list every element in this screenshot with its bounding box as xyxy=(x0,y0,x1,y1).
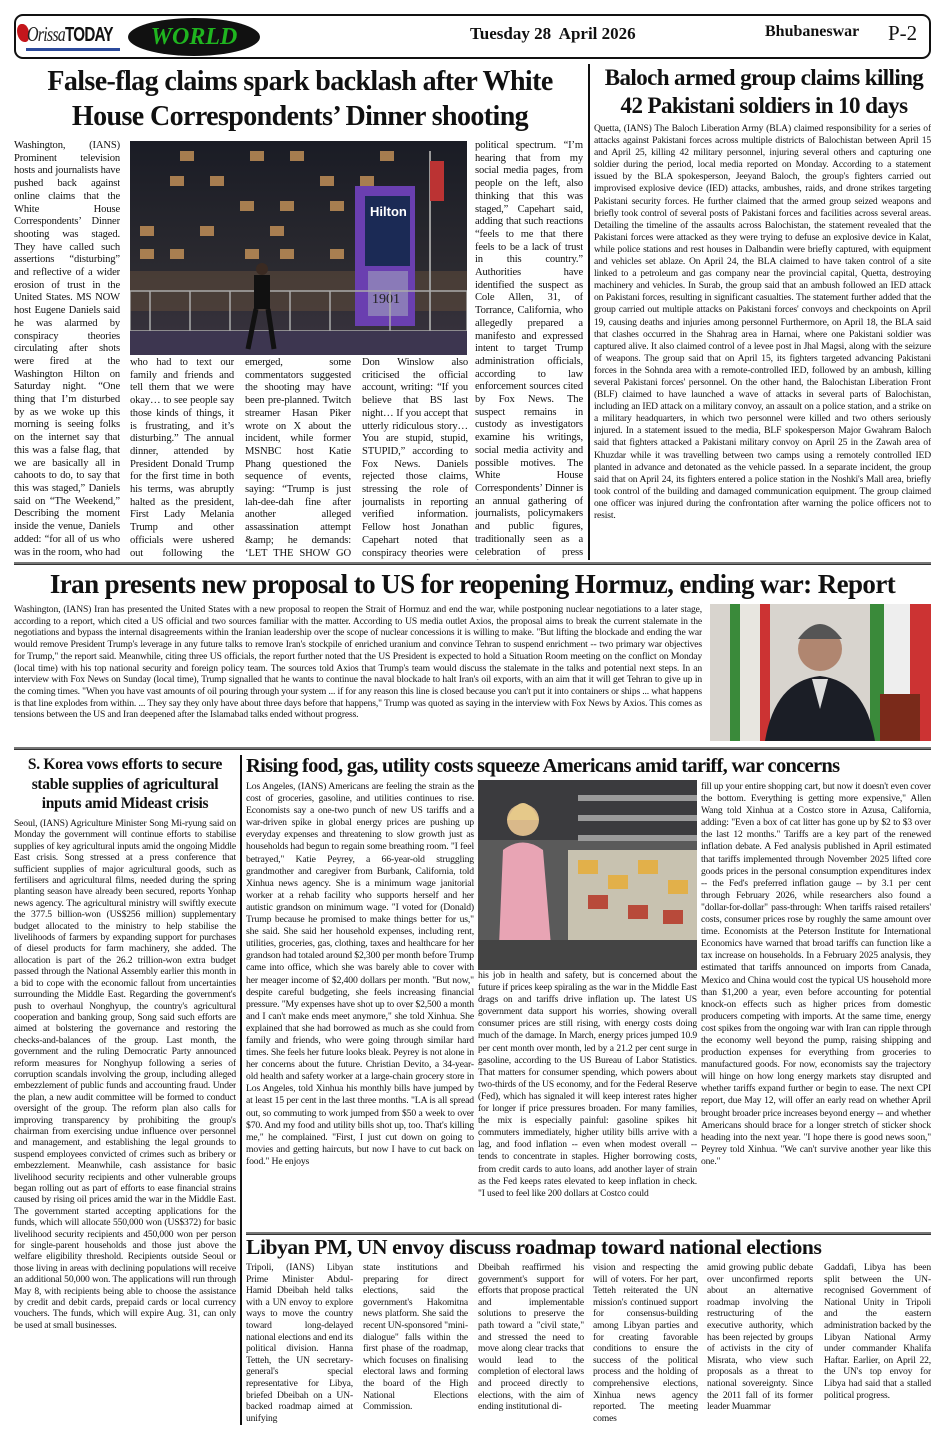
article6-col6: Gaddafi, Libya has been split between the UN-recognised Government of National Unity in Tripoli and the eastern administration backed by the Libyan National Army under commander Khalifa Haftar. Earlier, on April 22, the UN's top envoy for Libya had said that a stalled political progress. xyxy=(824,1262,931,1401)
article1-headline: False-flag claims spark backlash after White House Correspondents’ Dinner shooting xyxy=(47,66,553,132)
issue-date: Tuesday 28 April 2026 xyxy=(470,24,636,43)
article5-col3: fill up your entire shopping cart, but now it doesn't even cover the bottom. Everything is getting more expensive," Allen Wang told Xinhua at a Costco store in Azusa, California, adding: "Even a box of cat litter has gone up by $2 to $3 over the last 12 months." Tariffs are a key part of the renewed inflation debate. A Fed analysis published in April estimated that tariffs implemented through November 2025 lifted core goods prices in the personal consumption expenditures index -- the Fed's preferred inflation gauge -- by 3.1 per cent through February 2026, while researchers also found a "dollar-for-dollar" pass-through: When tariffs raised retailers' costs, consumer prices rose by roughly the same amount over time. Economists at the Peterson Institute for International Economics have warned that broad tariffs can function like a tax increase on households. In a February 2025 analysis, they estimated that tariffs announced on imports from Canada, Mexico and China would cost the typical US household more than $1,200 a year, even before accounting for potential knock-on effects such as higher prices from domestic producers competing with imports. At the same time, energy cost spikes from the ongoing war with Iran can ripple through the economy well beyond the pump, raising shipping and production expenses for everything from groceries to manufactured goods. For now, economists say the trajectory will hinge on how long energy markets stay disrupted and whether tariffs expand further or begin to ease. The next CPI report, due May 12, will offer an early read on whether April brought broader price increases beyond energy -- and whether Americans should brace for a longer stretch of sticker shock heading into the next year. "I hope there is good news soon," Peyrey told Xinhua. "We can't survive another year like this one." xyxy=(701,781,931,1167)
hilton-sign-text: Hilton xyxy=(370,204,407,219)
logo-underline xyxy=(26,48,120,51)
article2-body: Quetta, (IANS) The Baloch Liberation Army (BLA) claimed responsibility for a series of attacks against Pakistani forces across multiple districts of Balochistan between April 15 and April 25, killing 42 military personnel, injuring several others and capturing one soldier during the period, local media reported on Monday. According to a statement issued by the BLA spokesperson, Jeeyand Baloch, the group's fighters carried out improvised explosive device (IED) attacks, ambushes, raids, and drone strikes targeting Pakistani security forces. He further claimed that the armed group seized weapons and briefly took control of several posts of Pakistani forces and facilities across several areas. Detailing the timeline of the assaults across Balochistan, the statement revealed that the Pakistani forces were attacked as they were trying to defuse an explosive device in Kalat, while police stations and rest houses in Dalbandin were briefly captured, with equipment and vehicles set ablaze. On April 24, the BLA claimed to have taken control of a site linked to a petroleum and gas company near the provincial capital, Quetta, destroying machinery and vehicles. In Surab, the group said that an ambush followed an IED attack on Pakistani forces, resulting in significant casualties. The statement further added that the group carried out multiple attacks on Pakistani forces' convoys and checkpoints on April 19, causing deaths and injuries among personnel Furthermore, on April 18, the BLA said that clashes occurred in the Shahrag area in Harnai, where one Pakistani soldier was captured alive. It also claimed control of a levee post in Jhal Magsi, along with the seizure of weapons. The group said that on April 15, its fighters targeted advancing Pakistani forces in the Sohnda area with a remote-controlled IED, followed by an ambush, killing several Pakistani forces' personnel. On the other hand, the Balochistan Liberation Front (BLF) claimed to have launched a wave of attacks in several parts of Balochistan, including an IED attack on a military convoy, an assault on a police station, and a strike on a military headquarters, in which two personnel were killed and two others seriously injured. In a statement issued to the media, BLF spokesperson Major Gwahram Baloch said that fighters attacked a Pakistani military convoy on April 25 in the Zawah area of Khuzdar while it was travelling between two camps using a remotely controlled IED planted in advance and detonated as the vehicle passed. In a separate incident, the group said that on April 24, its fighters entered a police station in the Noshki's Mall area, briefly took control of the building and damaged communication equipment. The group claimed one officer was injured during the confrontation after warning the police officers not to resist. xyxy=(594,123,931,521)
article1-col2: who had to text our family and friends and tell them that we were okay… to see people say those kinds of things, it is frustrating, and it’s disturbing.” The annual dinner, attended by President Donald Trump for the first time in both his terms, was abruptly halted as the president, First Lady Melania Trump and other officials were ushered out following the xyxy=(130,357,234,559)
article6-col4: vision and respecting the will of voters. For her part, Tetteh reiterated the UN mission's continued support for consensus-building among Libyan parties and for creating favorable conditions to ensure the success of the political process and the holding of comprehensive elections, Xinhua news agency reported. The meeting comes xyxy=(593,1262,698,1424)
orissa-today-logo[interactable] xyxy=(20,22,124,54)
article1-col1: Washington, (IANS) Prominent television hosts and journalists have pushed back against online claims that the White House Correspondents’ Dinner shooting was staged. They have called such assertions “disturbing” and reflective of a wider erosion of trust in the United States. MS NOW host Eugene Daniels said he was alarmed by conspiracy theories circulating after shots were fired at the Washington Hilton on Saturday night. “One thing that I’m disturbed by as we woke up this morning is seeing folks on the internet say that this was a false flag, that we are basically all in cahoots to do, to say that this was staged,” Daniels said on “The Weekend,” Describing the moment inside the venue, Daniels added: “for all of us who was in the room, who had xyxy=(14,140,120,558)
hilton-photo-art xyxy=(130,141,467,355)
article6-col5: amid growing public debate over unconfirmed reports about an alternative roadmap involving the restructuring of the executive authority, which has been rejected by groups of activists in the city of Misrata, who view such proposals as a threat to national sovereignty. Since the 2011 fall of its former leader Muammar xyxy=(707,1262,813,1413)
edition-city: Bhubaneswar xyxy=(765,23,860,40)
section-rule xyxy=(14,747,931,750)
hilton-sign-sub: 1901 xyxy=(372,292,400,307)
article3-body: Washington, (IANS) Iran has presented the United States with a new proposal to reopen the Strait of Hormuz and end the war, while postponing nuclear negotiations to a later stage, according to a report, which cited a US official and two sources familiar with the matter. According to US media outlet Axios, the proposal aims to break the current stalemate in the negotiations and bypass the internal disagreements within the Iranian leadership over the scope of nuclear concessions it is willing to make. "But lifting the blockade and ending the war would remove President Trump's leverage in any future talks to remove Iran's stockpile of enriched uranium and convince Tehran to suspend enrichment -- two primary war objectives for Trump," the report said. Meanwhile, citing three US officials, the report further noted that the US President is expected to hold a Situation Room meeting on the conflict on Monday (local time) with his top national security and foreign policy team. The sources told Axios that Trump's team would discuss the stalemate in the talks and potential next steps. In an interview with Fox News on Sunday (local time), Trump signalled that he wants to continue the naval blockade to halt Iran's oil exports, with an aim that it will get Tehran to give up in the coming times. "When you have vast amounts of oil pouring through your system ... if for any reason this line is closed because you can't put it into containers or ships ... what happens is that line explodes from within. ... They say they only have about three days before that happens," Trump was quoted as saying in the interview with Fox News by Axios. This comes as tensions between the US and Iran deepened after the Islamabad talks ended without progress. xyxy=(14,604,702,721)
section-badge: WORLD xyxy=(128,18,260,56)
article1-col4: Don Winslow also criticised the official account, writing: “If you believe that BS last night… If you accept that utterly ridiculous story… You are stupid, stupid, STUPID,” according to Fox News. Daniels rejected those claims, stressing the role of journalists in reporting verified information. Fellow host Jonathan Capehart noted that conspiracy theories were xyxy=(362,357,468,559)
article1-col5: political spectrum. “I’m hearing that from my social media pages, from people on the left, also thinking that this was staged,” Capehart said, adding that such reactions “feels to me that there feels to be a lack of trust in this country.” Authorities have identified the suspect as Cole Allen, 31, of Torrance, California, who allegedly prepared a manifesto and expressed intent to target Trump administration officials, according to law enforcement sources cited by Fox News. The suspect remains in custody as investigators examine his writings, social media activity and possible motives. The White House Correspondents’ Dinner is an annual gathering of journalists, policymakers and public figures, traditionally seen as a celebration of press xyxy=(475,140,583,558)
article4-headline: S. Korea vows efforts to secure stable supplies of agricultural inputs amid Mideast crisis xyxy=(27,756,223,812)
article5-col2: his job in health and safety, but is concerned about the future if prices keep spiraling as the war in the Middle East drags on and tariffs drive inflation up. The latest US government data support his worries, showing overall consumer prices are still rising, with energy costs doing much of the damage. In March, energy prices jumped 10.9 per cent month over month, led by a 21.2 per cent surge in gasoline, according to the US Bureau of Labor Statistics. That matters for consumer spending, which powers about two-thirds of the US economy, and for the Federal Reserve (Fed), which has signaled it will keep interest rates higher for longer if price pressures broaden. For many families, the mix is especially painful: gasoline spikes hit commuters immediately, higher utility bills arrive with a lag, and food inflation -- even when modest overall -- tends to concentrate in staples. Higher borrowing costs, from credit cards to auto loans, add another layer of strain as the Fed keeps rates elevated to keep inflation in check. "I used to feel like 200 dollars at Costco could xyxy=(478,970,697,1199)
logo-wordmark: OrissaTODAY xyxy=(27,22,113,46)
article6-col2: state institutions and preparing for direct elections, said the government's Hakomitna news platform. She said the recent UN-sponsored "mini-dialogue" falls within the first phase of the roadmap, which focuses on finalising electoral laws and forming the board of the High National Elections Commission. xyxy=(363,1262,468,1413)
column-divider xyxy=(240,755,242,1425)
column-divider xyxy=(588,64,590,560)
grocery-photo-art xyxy=(478,780,697,970)
article6-headline: Libyan PM, UN envoy discuss roadmap toward national elections xyxy=(246,1235,822,1259)
iran-official-photo xyxy=(710,604,931,741)
hilton-photo xyxy=(130,141,467,355)
article5-headline: Rising food, gas, utility costs squeeze Americans amid tariff, war concerns xyxy=(246,755,840,777)
grocery-shopper-photo xyxy=(478,780,697,970)
section-rule xyxy=(14,562,931,565)
page-number: P-2 xyxy=(888,21,918,45)
article6-col1: Tripoli, (IANS) Libyan Prime Minister Abdul-Hamid Dbeibah held talks with a UN envoy to explore ways to move the country toward long-delayed national elections and end its political division. Hanna Tetteh, the UN secretary-general's special representative for Libya, briefed Dbeibah on a UN-backed roadmap aimed at unifying xyxy=(246,1262,353,1424)
iran-photo-art xyxy=(710,604,931,741)
article1-col3: emerged, some commentators suggested the shooting may have been pre-planned. Twitch streamer Hasan Piker wrote on X about the incident, while former MSNBC host Katie Phang questioned the sequence of events, saying: “Trump is just lah-dee-dah fine after another alleged assassination attempt &amp; he demands: ‘LET THE SHOW GO xyxy=(245,357,351,559)
article3-headline: Iran presents new proposal to US for reopening Hormuz, ending war: Report xyxy=(49,569,896,599)
article6-col3: Dbeibah reaffirmed his government's support for efforts that propose practical and implementable solutions to preserve the path toward a "civil state," and stressed the need to move along clear tracks that would lead to the completion of electoral laws and proceed directly to elections, with the aim of ending institutional di- xyxy=(478,1262,584,1413)
article4-body: Seoul, (IANS) Agriculture Minister Song Mi-ryung said on Monday the government will continue efforts to stabilise supplies of key agricultural inputs amid the ongoing Middle East crisis. Song stressed at a press conference that sufficient supplies of major agricultural goods, such as fertilisers and agricultural films, needed during the spring planting season have already been secured, reports Yonhap news agency. The agricultural ministry will swiftly execute the 377.5 billion-won (US$256 million) supplementary budget allocated to the ministry to help stabilise the livelihoods of farmers by expanding support for purchases of diesel products for farm machinery, she added. The allocation is part of the 26.2 trillion-won extra budget passed through the National Assembly earlier this month in a bid to cope with the economic fallout from uncertainties surrounding the Middle East. Regarding the government's push to overhaul Nonghyup, the country's agricultural cooperation and banking group, Song said such efforts are aimed at bolstering the governance and restoring the checks-and-balances of the group. Last month, the government and the ruling Democratic Party announced reform measures for Nonghyup following a series of corruption scandals involving the group, including alleged embezzlement of public funds and accounting fraud. Under the plan, a new audit committee will be formed to conduct oversight of the group. The reform plan also calls for improving transparency by prohibiting the group's chairman from exercising undue influence over personnel and management, and establishing the legal grounds to suspend employees convicted of crimes such as bribery or embezzlement. Meanwhile, cash assistance for basic livelihood security recipients and other vulnerable groups began rolling out as part of efforts to ease financial strains caused by rising oil prices amid the war in the Middle East. The government started accepting applications for the funds, which will allocate 550,000 won (US$372) for basic livelihood security recipients and 450,000 won per person for single-parent households and those just above the welfare eligibility threshold. Recipients outside Seoul or those living in areas with declining populations will receive an additional 50,000 won. The applications will run through May 8, with recipients being able to choose the assistance by credit and debit cards, prepaid cards or local currency vouchers. The funds, which will expire Aug. 31, can only be used at small businesses. xyxy=(14,818,236,1331)
article2-headline: Baloch armed group claims killing 42 Pakistani soldiers in 10 days xyxy=(604,65,924,118)
article5-col1: Los Angeles, (IANS) Americans are feeling the strain as the cost of groceries, gasoline, and utilities continues to rise. Economists say a one-two punch of new US tariffs and a war-driven spike in global energy prices are pushing up everyday expenses and threatening to slow growth just as households had begun to regain some breathing room. "I feel betrayed," Katie Peyrey, a 66-year-old struggling grandmother and caregiver from Burbank, California, told Xinhua news agency. She is a minimum wage janitorial worker at a rehab facility who supports herself and her autistic grandson on minimum wage. "I voted for (Donald) Trump because he promised to make things better for us," she said. She said her household expenses, including rent, utilities, groceries, gas, clothing, taxes and healthcare for her grandson had totaled around $2,300 per month before Trump came into office, which she was barely able to cover with her meager income of $2,400 dollars per month. "But now," despite careful budgeting, she feels increasing financial pressure. "My expenses have shot up to over $2,500 a month and I can't make ends meet anymore," she told Xinhua. She explained that she had borrowed as much as she could from family and friends, who were going through similar hard times. She feels her future looks bleak. Peyrey is not alone in her concerns about the future. Christian Devito, a 34-year-old health and safety worker at a large-chain grocery store in Los Angeles, told Xinhua his monthly bills have jumped by at least 15 per cent in the last three months. "LA is all spread out, so commuting to work jumped from $50 a week to over $70. And my food and utility bills shot up, too. That's killing me," he complained. "First, I just cut down on going to movies and getting haircuts, but now I have to cut back on food." He enjoys xyxy=(246,781,474,1167)
